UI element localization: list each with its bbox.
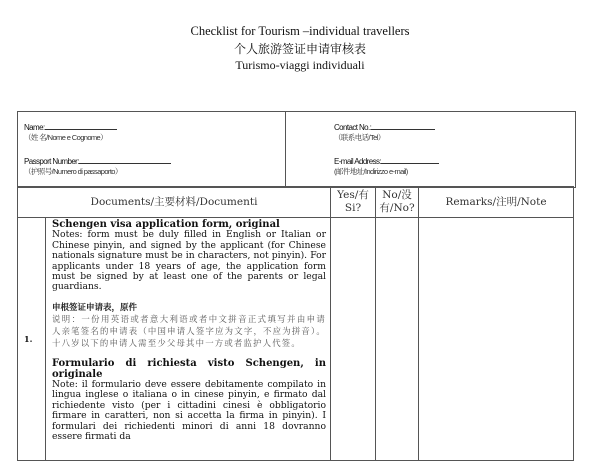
title-en: Checklist for Tourism –individual travellers [190,24,410,38]
title-zh: 个人旅游签证申请审核表 [233,42,366,56]
remarks-cell[interactable] [419,218,574,461]
no-cell[interactable] [376,218,419,461]
applicant-info-box [17,111,576,188]
en-title: Schengen visa application form, original [52,219,280,230]
header-yes: Yes/有 Si? [331,187,376,218]
email-label: E-mail Address: [334,157,382,166]
header-no: No/没 有/No? [376,187,419,218]
email-sub: (邮件地址/Indirizzo e-mail) [334,167,408,176]
table-header [18,187,574,218]
contact-sub: （联系电话/Tel） [334,133,385,142]
name-field[interactable] [24,121,117,143]
email-field[interactable] [334,155,439,177]
passport-field[interactable] [24,155,171,177]
name-sub: （姓 名/Nome e Cognome） [24,133,108,142]
zh-note: 说明：一份用英语或者意大利语或者中文拼音正式填写并由申请人亲笔签名的申请表（中国申请人签字应为文字，不应为拼音）。十八岁以下的申请人需至少父母其中一方或者监护人代签。 [52,314,326,349]
row-number: 1. [18,218,46,461]
table-row [18,218,574,461]
yes-cell[interactable] [331,218,376,461]
divider [285,112,286,187]
it-title: Formulario di richiesta visto Schengen, in originale [52,358,326,380]
header-documents: Documents/主要材料/Documenti [18,187,331,218]
en-note: Notes: form must be duly filled in English or Italian or Chinese pinyin, and signed by the applicant (for Chinese nationals signature must be in characters, not pinyin). For applicants under 18 years of age, the application form must be signed by at least one of the parents or legal guardians. [52,229,326,293]
header-remarks: Remarks/注明/Note [419,187,574,218]
document-description [46,218,331,461]
it-note: Note: il formulario deve essere debitamente compilato in lingua inglese o italiana o in cinese pinyin, e firmato dal richiedente visto (per i cittadini cinesi è obbligatorio firmare in caratteri, non si accetta la firma in pinyin). I formulari dei richiedenti minori di anni 18 dovranno essere firmati da [52,379,326,443]
zh-title: 申根签证申请表，原件 [52,302,138,313]
contact-field[interactable] [334,121,435,143]
title-it: Turismo-viaggi individuali [235,58,365,72]
checklist-table [17,186,574,461]
contact-label: Contact No.: [334,123,372,132]
passport-label: Passport Number: [24,157,79,166]
passport-sub: （护照号/Numero di passaporto） [24,167,122,176]
name-label: Name: [24,123,45,132]
